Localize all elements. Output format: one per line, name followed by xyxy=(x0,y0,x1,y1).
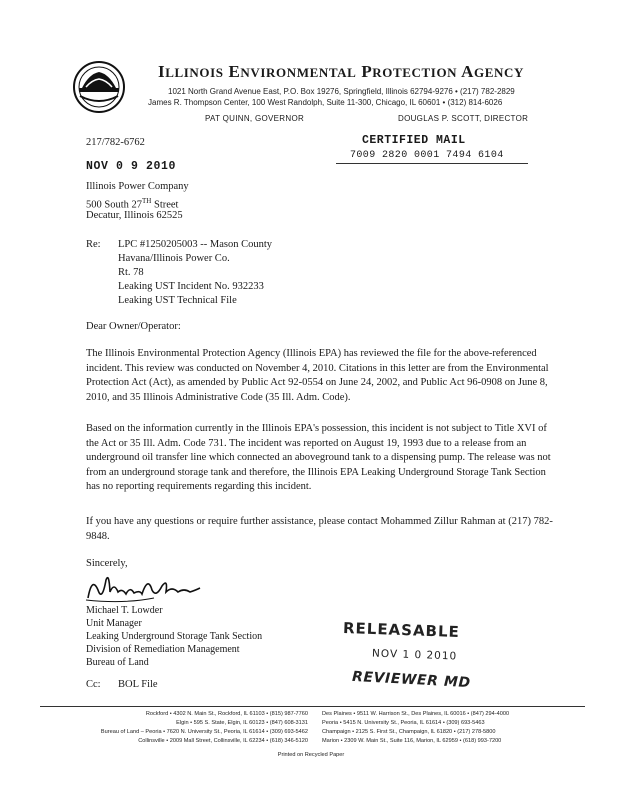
recipient-street-name: Street xyxy=(151,199,179,211)
re-line: Leaking UST Incident No. 932233 xyxy=(118,281,264,292)
releasable-stamp: RELEASABLE xyxy=(342,618,461,642)
cc-label: Cc: xyxy=(86,679,101,690)
signer-name: Michael T. Lowder xyxy=(86,605,163,616)
reviewer-stamp: REVIEWER MD xyxy=(351,668,472,692)
certified-mail-number: 7009 2820 0001 7494 6104 xyxy=(350,150,504,161)
signer-section: Leaking Underground Storage Tank Section xyxy=(86,631,263,642)
date-stamp: NOV 0 9 2010 xyxy=(86,160,177,173)
phone-number: 217/782-6762 xyxy=(86,137,145,148)
footer-office: Collinsville • 2009 Mall Street, Collinsville, IL 62234 • (618) 346-5120 xyxy=(138,738,308,744)
recipient-city: Decatur, Illinois 62525 xyxy=(86,210,183,221)
footer-office: Bureau of Land – Peoria • 7620 N. University St., Peoria, IL 61614 • (309) 693-5462 xyxy=(100,729,308,735)
re-line: Rt. 78 xyxy=(118,267,144,278)
footer-office: Des Plaines • 9511 W. Harrison St., Des Plaines, IL 60016 • (847) 294-4000 xyxy=(322,711,510,717)
governor-line: PAT QUINN, GOVERNOR xyxy=(205,114,305,123)
closing: Sincerely, xyxy=(86,558,128,569)
re-line: Leaking UST Technical File xyxy=(118,295,237,306)
agency-name: ILLINOIS ENVIRONMENTAL PROTECTION AGENCY xyxy=(158,62,524,81)
re-label: Re: xyxy=(86,239,101,250)
footer-office: Champaign • 2125 S. First St., Champaign, IL 61820 • (217) 278-5800 xyxy=(322,729,496,735)
agency-address-chicago: James R. Thompson Center, 100 West Randolph, Suite 11-300, Chicago, IL 60601 • (312) 814-6026 xyxy=(148,98,503,107)
body-paragraph: If you have any questions or require further assistance, please contact Mohammed Zillur Rahman at (217) 782-9848. xyxy=(86,516,553,542)
salutation: Dear Owner/Operator: xyxy=(86,321,181,332)
signer-bureau: Bureau of Land xyxy=(86,657,149,668)
certified-mail-underline xyxy=(336,163,528,164)
recipient-street-number: 500 South 27 xyxy=(86,199,143,211)
director-line: DOUGLAS P. SCOTT, DIRECTOR xyxy=(398,114,529,123)
footer-office: Elgin • 595 S. State, Elgin, IL 60123 • (847) 608-3131 xyxy=(176,720,308,726)
footer-office: Rockford • 4302 N. Main St., Rockford, IL 61103 • (815) 987-7760 xyxy=(145,711,308,717)
signer-title: Unit Manager xyxy=(86,618,142,629)
re-line: LPC #1250205003 -- Mason County xyxy=(118,239,273,250)
cc-value: BOL File xyxy=(118,679,158,690)
agency-address-springfield: 1021 North Grand Avenue East, P.O. Box 19276, Springfield, Illinois 62794-9276 • (217) 782-2829 xyxy=(168,87,515,96)
signer-division: Division of Remediation Management xyxy=(86,644,240,655)
footer-divider xyxy=(40,706,585,707)
recipient-name: Illinois Power Company xyxy=(86,181,189,192)
re-line: Havana/Illinois Power Co. xyxy=(118,253,230,264)
body-paragraph: The Illinois Environmental Protection Agency (Illinois EPA) has reviewed the file for the above-referenced incident. This review was conducted on November 4, 2010. Citations in this letter are from the Environmental Protection Act (Act), as amended by Public Act 92-0554 on June 24, 2002, and Public Act 96-0908 on June 8, 2010, and 35 Illinois Administrative Code (35 Ill. Adm. Code). xyxy=(86,348,549,403)
recycled-paper-note: Printed on Recycled Paper xyxy=(277,752,345,758)
footer-office: Marion • 2309 W. Main St., Suite 116, Marion, IL 62959 • (618) 993-7200 xyxy=(322,738,502,744)
footer-office: Peoria • 5415 N. University St., Peoria, IL 61614 • (309) 693-5463 xyxy=(322,720,485,726)
body-paragraph: Based on the information currently in the Illinois EPA's possession, this incident is not subject to Title XVI of the Act or 35 Ill. Adm. Code 731. The incident was reported on August 19, 1993 due to a release from an underground oil transfer line which connected an aboveground tank to a dispensing pump. The release was not from an underground storage tank and therefore, the Illinois EPA Leaking Underground Storage Tank Section has no reporting requirements regarding this incident. xyxy=(86,423,551,492)
illinois-epa-logo xyxy=(72,60,126,114)
recipient-street-suffix-sup: TH xyxy=(142,197,152,205)
certified-mail-label: CERTIFIED MAIL xyxy=(362,134,466,147)
release-date-stamp: NOV 1 0 2010 xyxy=(371,647,458,663)
